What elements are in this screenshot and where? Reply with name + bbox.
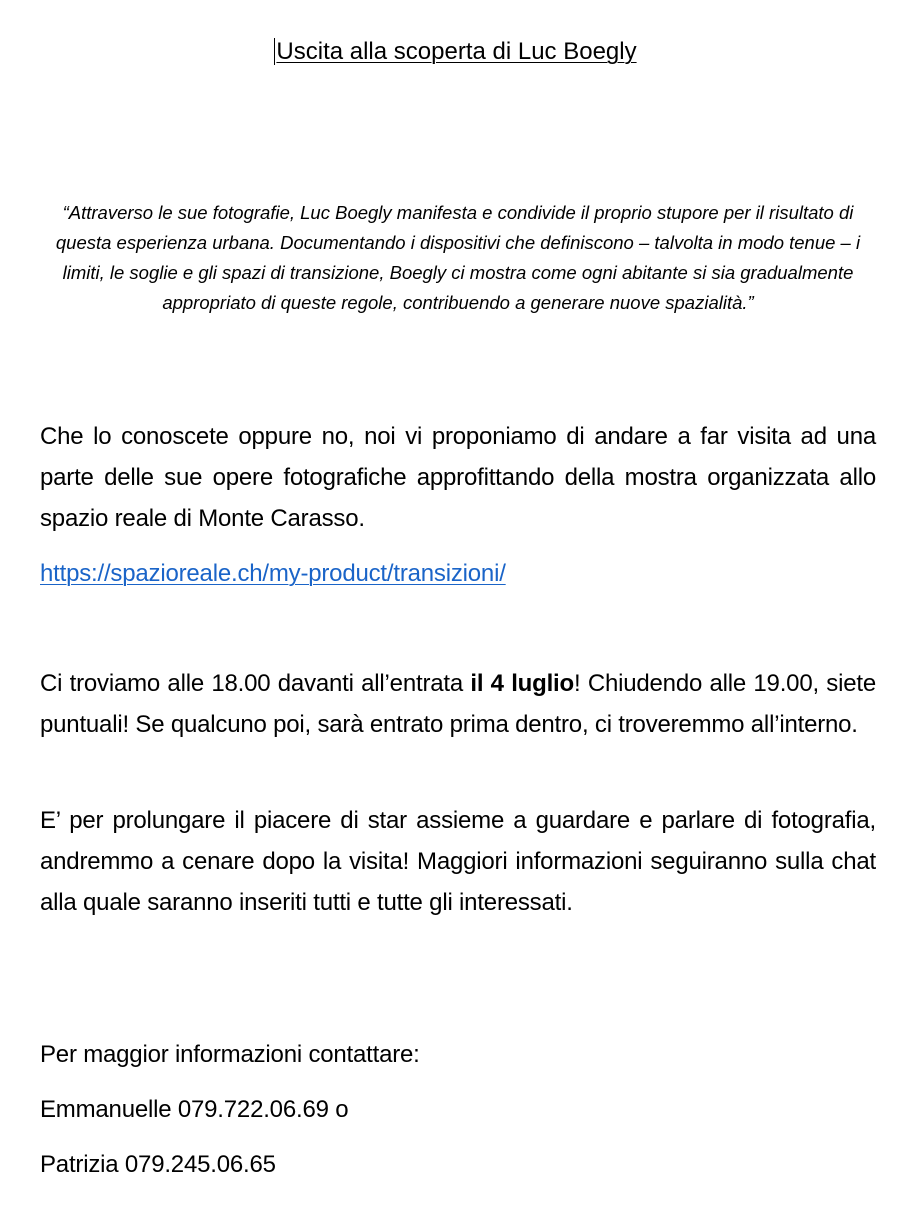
exhibition-link[interactable]: https://spazioreale.ch/my-product/transizioni/: [40, 560, 506, 587]
meeting-text-after: ! Chiudendo alle 19.00, siete puntuali! Se qualcuno poi, sarà entrato prima dentro, ci troveremmo all’interno.: [40, 670, 876, 738]
meeting-paragraph: [40, 663, 876, 745]
contact-patrizia: Patrizia 079.245.06.65: [40, 1151, 276, 1178]
intro-paragraph: Che lo conoscete oppure no, noi vi proponiamo di andare a far visita ad una parte delle sue opere fotografiche approfittando della mostra organizzata allo spazio reale di Monte Carasso.: [40, 423, 876, 532]
meeting-text-before: Ci troviamo alle 18.00 davanti all’entrata: [40, 670, 471, 697]
contact-heading: Per maggior informazioni contattare:: [40, 1041, 420, 1068]
quote-paragraph: “Attraverso le sue fotografie, Luc Boegly manifesta e condivide il proprio stupore per il risultato di questa esperienza urbana. Documentando i dispositivi che definiscono – talvolta in modo tenue – i limiti, le soglie e gli spazi di transizione, Boegly ci mostra come ogni abitante si sia gradualmente appropriato di queste regole, contribuendo a generare nuove spazialità.”: [55, 202, 861, 313]
document-title: [0, 36, 911, 68]
meeting-date: il 4 luglio: [470, 670, 574, 697]
contact-emmanuelle: Emmanuelle 079.722.06.69 o: [40, 1096, 349, 1123]
document-title-text: Uscita alla scoperta di Luc Boegly: [276, 38, 637, 65]
dinner-paragraph: E’ per prolungare il piacere di star assieme a guardare e parlare di fotografia, andremmo a cenare dopo la visita! Maggiori informazioni seguiranno sulla chat alla quale saranno inseriti tutti e tutte gli interessati.: [40, 807, 876, 916]
